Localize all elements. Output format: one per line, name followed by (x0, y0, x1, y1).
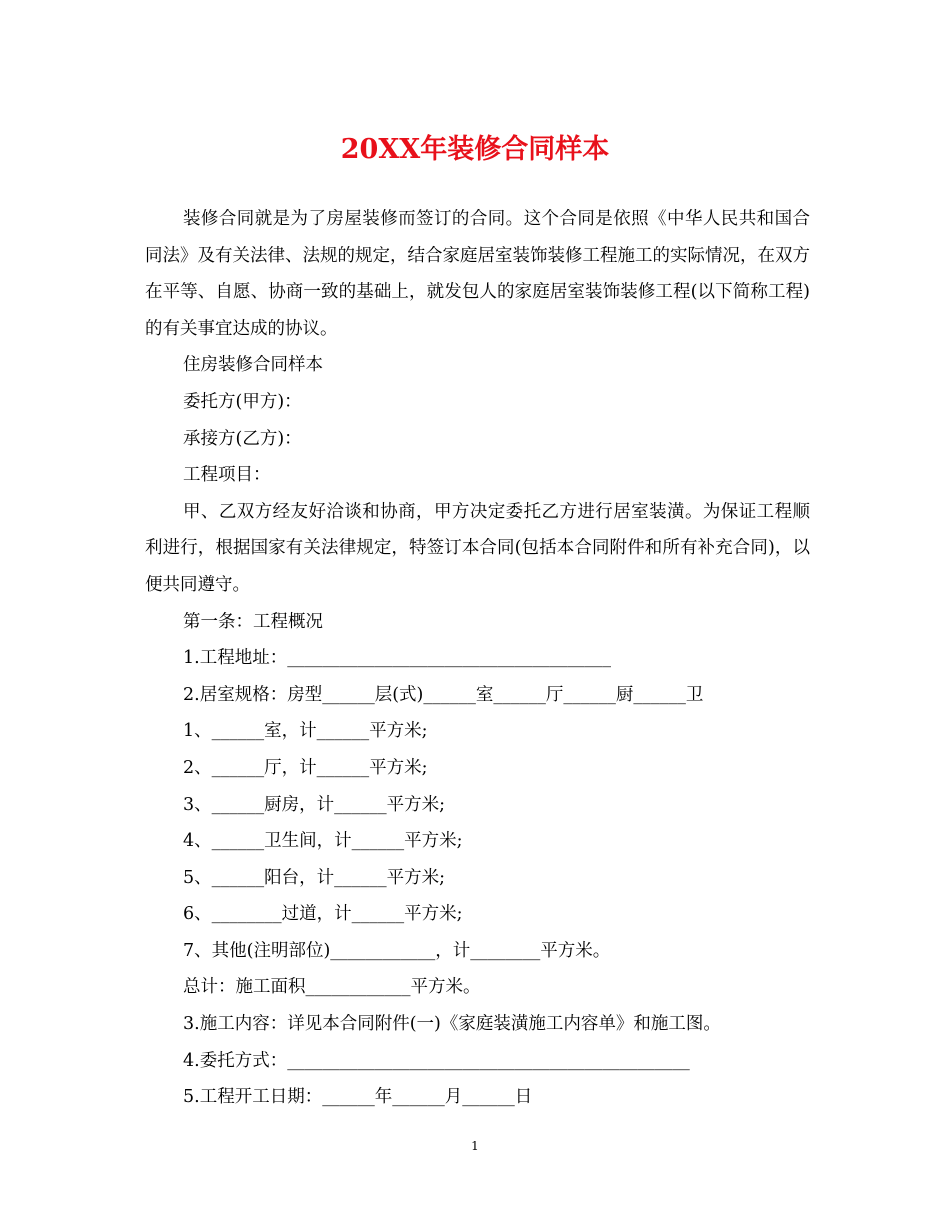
document-body (145, 201, 810, 1116)
project-line: 工程项目： (183, 465, 271, 486)
area-item-1: 1、______室，计______平方米; (183, 721, 428, 742)
contractor-line: 承接方(乙方)： (183, 428, 302, 449)
address-line: 1.工程地址：_____________________________________ (183, 648, 611, 669)
area-item-2: 2、______厅，计______平方米; (183, 757, 428, 778)
commission-method-line: 4.委托方式：______________________________________________ (183, 1050, 690, 1071)
article-1-heading: 第一条：工程概况 (183, 611, 323, 632)
page-number: 1 (471, 1139, 479, 1153)
room-spec-line: 2.居室规格：房型______层(式)______室______厅______厨______卫 (183, 684, 704, 705)
document-title: 20XX年装修合同样本 (340, 134, 610, 165)
agreement-paragraph: 甲、乙双方经友好洽谈和协商，甲方决定委托乙方进行居室装潢。为保证工程顺利进行，根据国家有关法律规定，特签订本合同(包括本合同附件和所有补充合同)，以便共同遵守。 (145, 501, 810, 595)
area-item-4: 4、______卫生间，计______平方米; (183, 831, 463, 852)
client-line: 委托方(甲方)： (183, 391, 302, 412)
area-item-3: 3、______厨房，计______平方米; (183, 794, 446, 815)
area-item-7: 7、其他(注明部位)____________，计________平方米。 (183, 940, 611, 961)
area-item-5: 5、______阳台，计______平方米; (183, 867, 446, 888)
total-area-line: 总计：施工面积____________平方米。 (183, 977, 481, 998)
work-scope-line: 3.施工内容：详见本合同附件(一)《家庭装潢施工内容单》和施工图。 (183, 1014, 721, 1035)
subtitle-line: 住房装修合同样本 (183, 355, 323, 376)
start-date-line: 5.工程开工日期：______年______月______日 (183, 1087, 533, 1108)
intro-paragraph: 装修合同就是为了房屋装修而签订的合同。这个合同是依照《中华人民共和国合同法》及有关法律、法规的规定，结合家庭居室装饰装修工程施工的实际情况，在双方在平等、自愿、协商一致的基础上，就发包人的家庭居室装饰装修工程(以下简称工程)的有关事宜达成的协议。 (145, 209, 810, 339)
area-item-6: 6、________过道，计______平方米; (183, 904, 463, 925)
